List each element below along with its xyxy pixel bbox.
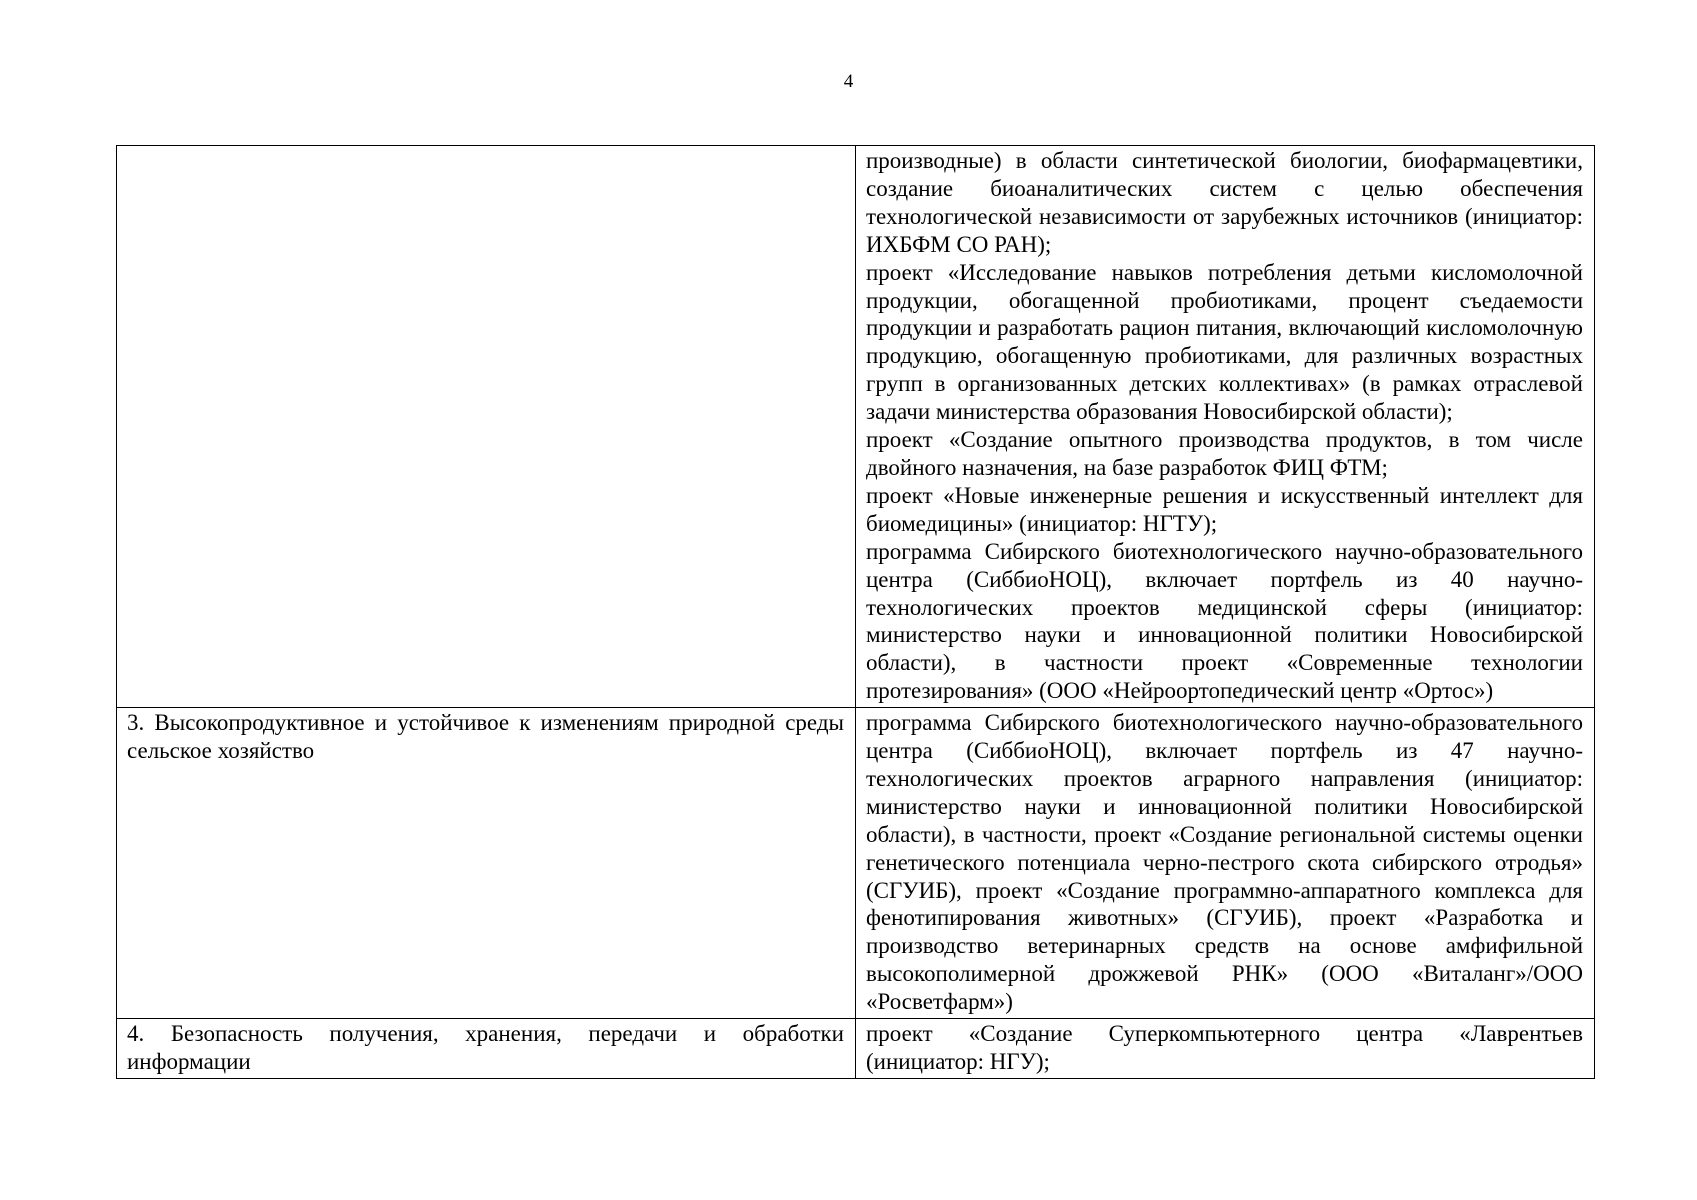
priorities-table	[116, 145, 1595, 1079]
table-cell-projects	[856, 146, 1595, 708]
project-paragraph: производные) в области синтетической биологии, биофармацевтики, создание биоаналитических систем с целью обеспечения технологической независимости от зарубежных источников (инициатор: ИХБФМ СО РАН);	[866, 148, 1583, 257]
project-paragraph: программа Сибирского биотехнологического научно-образовательного центра (СиббиоНОЦ), включает портфель из 40 научно-технологических проектов медицинской сферы (инициатор: министерство науки и инновационной политики Новосибирской области), в частности проект «Современные технологии протезирования» (ООО «Нейроортопедический центр «Ортос»)	[866, 538, 1583, 704]
table-row	[117, 1019, 1595, 1079]
table-row	[117, 146, 1595, 708]
page-number: 4	[843, 71, 854, 92]
project-paragraph: проект «Создание Суперкомпьютерного центра «Лаврентьев (инициатор: НГУ);	[866, 1021, 1583, 1074]
table-cell-direction: 3. Высокопродуктивное и устойчивое к изменениям природной среды сельское хозяйство	[117, 708, 856, 1019]
project-paragraph: проект «Создание опытного производства продуктов, в том числе двойного назначения, на базе разработок ФИЦ ФТМ;	[866, 427, 1583, 480]
table-cell-direction	[117, 146, 856, 708]
table-cell-projects	[856, 1019, 1595, 1079]
table-cell-projects	[856, 708, 1595, 1019]
project-paragraph: проект «Новые инженерные решения и искусственный интеллект для биомедицины» (инициатор: НГТУ);	[866, 482, 1583, 536]
project-paragraph: проект «Исследование навыков потребления детьми кисломолочной продукции, обогащенной пробиотиками, процент съедаемости продукции и разработать рацион питания, включающий кисломолочную продукцию, обогащенную пробиотиками, для различных возрастных групп в организованных детских коллективах» (в рамках отраслевой задачи министерства образования Новосибирской области);	[866, 259, 1583, 425]
project-paragraph: программа Сибирского биотехнологического научно-образовательного центра (СиббиоНОЦ), включает портфель из 47 научно-технологических проектов аграрного направления (инициатор: министерство науки и инновационной политики Новосибирской области), в частности, проект «Создание региональной системы оценки генетического потенциала черно-пестрого скота сибирского отродья» (СГУИБ), проект «Создание программно-аппаратного комплекса для фенотипирования животных» (СГУИБ), проект «Разработка и производство ветеринарных средств на основе амфифильной высокополимерной дрожжевой РНК» (ООО «Виталанг»/ООО «Росветфарм»)	[866, 710, 1583, 1015]
table-row	[117, 708, 1595, 1019]
table-cell-direction: 4. Безопасность получения, хранения, передачи и обработки информации	[117, 1019, 856, 1079]
